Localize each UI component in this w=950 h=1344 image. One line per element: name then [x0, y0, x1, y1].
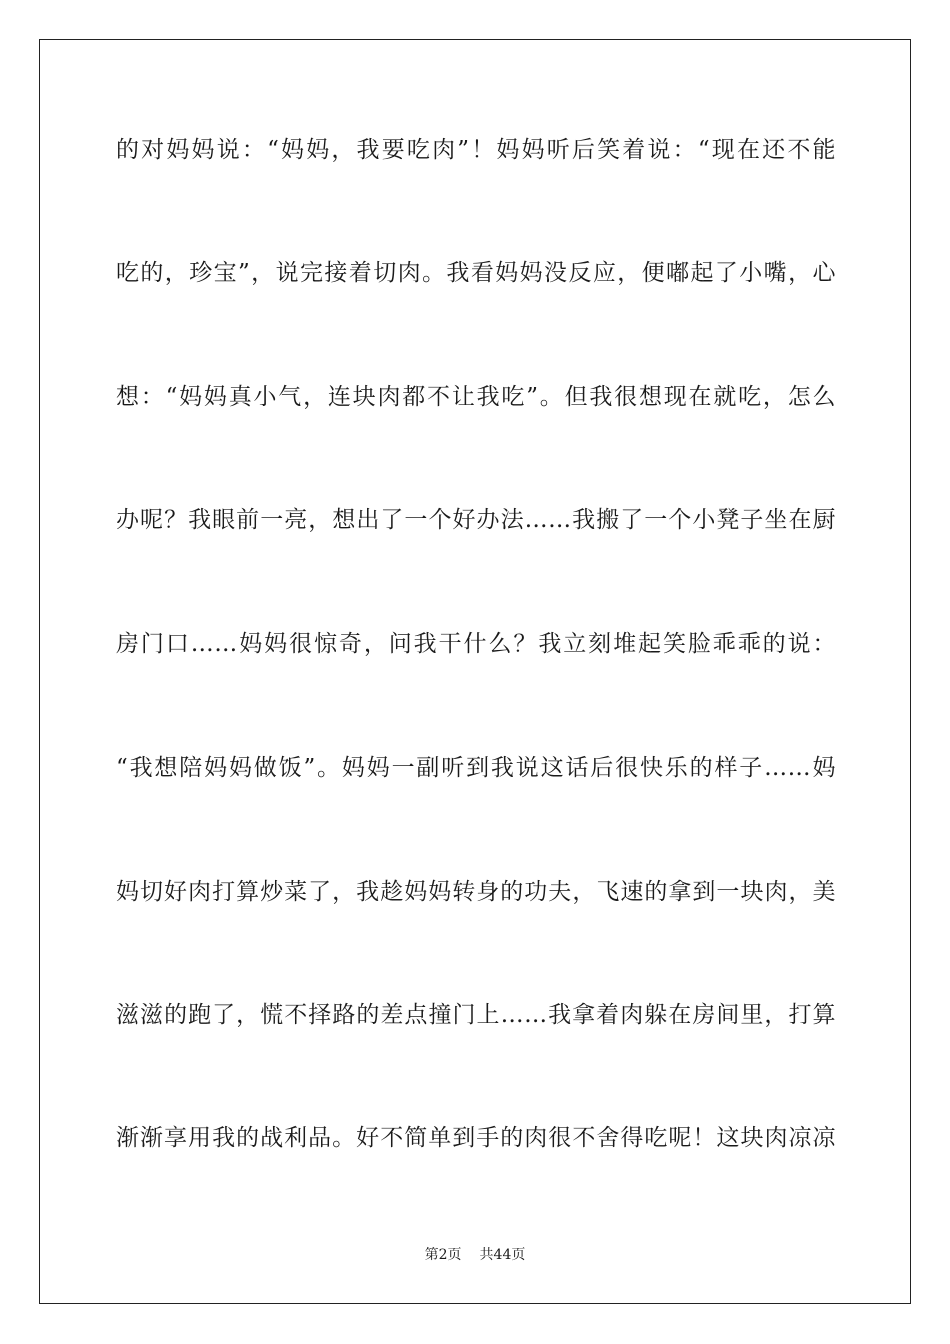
text-line-5: 房门口……妈妈很惊奇，问我干什么？我立刻堆起笑脸乖乖的说：: [116, 631, 836, 657]
text-line-3: 想：“妈妈真小气，连块肉都不让我吃”。但我很想现在就吃，怎么: [116, 384, 836, 410]
text-line-4: 办呢？我眼前一亮，想出了一个好办法……我搬了一个小凳子坐在厨: [116, 507, 836, 533]
text-line-1: 的对妈妈说：“妈妈，我要吃肉”！妈妈听后笑着说：“现在还不能: [116, 137, 836, 163]
page-number: 第2页: [424, 1247, 462, 1263]
text-line-8: 滋滋的跑了，慌不择路的差点撞门上……我拿着肉躲在房间里，打算: [116, 1002, 836, 1028]
page-footer: [0, 1245, 950, 1265]
text-line-2: 吃的，珍宝”，说完接着切肉。我看妈妈没反应，便嘟起了小嘴，心: [116, 260, 836, 286]
text-line-7: 妈切好肉打算炒菜了，我趁妈妈转身的功夫，飞速的拿到一块肉，美: [116, 879, 836, 905]
page-border: [39, 39, 911, 1304]
page-total: 共44页: [479, 1247, 526, 1263]
text-line-6: “我想陪妈妈做饭”。妈妈一副听到我说这话后很快乐的样子……妈: [116, 755, 836, 781]
text-line-9: 渐渐享用我的战利品。好不简单到手的肉很不舍得吃呢！这块肉凉凉: [116, 1125, 836, 1151]
